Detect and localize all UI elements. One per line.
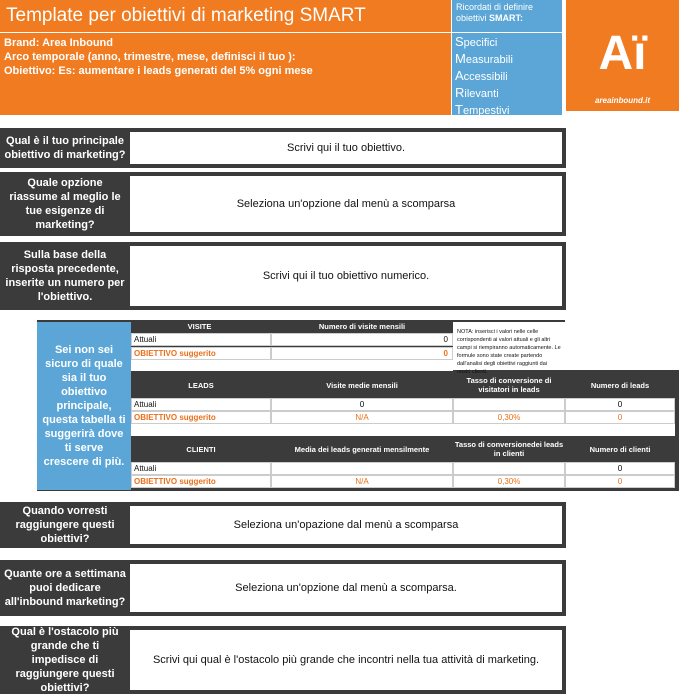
reminder-smart: SMART: bbox=[489, 13, 524, 23]
leads-rate-suggested: 0,30% bbox=[453, 411, 565, 424]
col-header: Numero di leads bbox=[590, 380, 650, 390]
objective-line: Obiettivo: Es: aumentare i leads generati del 5% ogni mese bbox=[4, 65, 313, 77]
col-header: Media dei leads generati mensilmente bbox=[294, 444, 430, 454]
question-label: Sulla base della risposta precedente, inserite un numero per l'obiettivo. bbox=[5, 249, 125, 303]
clienti-rate-input[interactable] bbox=[453, 462, 565, 475]
row-label-suggested: OBIETTIVO suggerito bbox=[131, 411, 271, 424]
row-label-suggested: OBIETTIVO suggerito bbox=[131, 475, 271, 488]
page-title: Template per obiettivi di marketing SMART bbox=[0, 0, 452, 33]
question-row bbox=[0, 626, 566, 694]
section-clienti: CLIENTI bbox=[186, 444, 216, 454]
clienti-count-value: 0 bbox=[565, 462, 675, 475]
answer-dropdown[interactable]: Seleziona un'opzione dal menù a scomparsa. bbox=[130, 564, 562, 612]
row-label-suggested: OBIETTIVO suggerito bbox=[131, 347, 271, 360]
leads-count-suggested: 0 bbox=[565, 411, 675, 424]
section-leads: LEADS bbox=[188, 380, 214, 390]
answer-field[interactable]: Scrivi qui il tuo obiettivo. bbox=[130, 132, 562, 164]
logo-mark: Aï bbox=[598, 27, 647, 80]
smart-item: Tempestivi bbox=[455, 102, 510, 117]
smart-item: Specifici bbox=[455, 34, 498, 49]
spacer-row bbox=[565, 424, 675, 436]
question-row bbox=[0, 128, 566, 168]
col-header: Visite medie mensili bbox=[326, 380, 398, 390]
leads-count-value: 0 bbox=[565, 398, 675, 411]
visite-actual-input[interactable]: 0 bbox=[271, 333, 453, 346]
question-label: Qual è il tuo principale obiettivo di marketing? bbox=[4, 135, 126, 161]
reminder-line-2 bbox=[456, 13, 558, 24]
brand-line: Brand: Area Inbound bbox=[4, 37, 113, 49]
clienti-leads-suggested: N/A bbox=[271, 475, 453, 488]
question-label: Quale opzione riassume al meglio le tue esigenze di marketing? bbox=[9, 177, 121, 231]
table-right-column bbox=[565, 370, 679, 491]
smart-item: Rilevanti bbox=[455, 85, 499, 100]
answer-dropdown[interactable]: Seleziona un'opzione dal menù a scomparsa bbox=[130, 176, 562, 232]
question-label: Quando vorresti raggiungere questi obiettivi? bbox=[15, 505, 115, 545]
timeframe-line: Arco temporale (anno, trimestre, mese, definisci il tuo ): bbox=[4, 51, 296, 63]
reminder-line-1: Ricordati di definire bbox=[456, 2, 534, 12]
clienti-rate-suggested: 0,30% bbox=[453, 475, 565, 488]
answer-field[interactable]: Scrivi qui il tuo obiettivo numerico. bbox=[130, 246, 562, 306]
col-header: Numero di visite mensili bbox=[318, 321, 406, 331]
row-label-actual: Attuali bbox=[131, 462, 271, 475]
section-visite: VISITE bbox=[187, 321, 212, 331]
col-header: Tasso di conversionedei leads in clienti bbox=[454, 440, 564, 458]
area-inbound-logo bbox=[566, 0, 679, 111]
smart-list bbox=[452, 33, 562, 115]
table-note: NOTA: inserisci i valori nelle celle corrispondenti ai valori attuali e gli altri campi si riempiranno automaticamente. Le formule sono state create partendo dall'analisi degli obiettivi raggiunti dai nostri clienti. bbox=[453, 322, 565, 370]
clienti-count-suggested: 0 bbox=[565, 475, 675, 488]
question-row bbox=[0, 172, 566, 236]
question-row bbox=[0, 242, 566, 310]
spacer-row bbox=[131, 424, 565, 436]
answer-dropdown[interactable]: Seleziona un'opazione dal menù a scomparsa bbox=[130, 506, 562, 544]
smart-reminder bbox=[452, 0, 562, 33]
logo-site: areainbound.it bbox=[594, 96, 651, 105]
row-label-actual: Attuali bbox=[131, 333, 271, 346]
header-info bbox=[0, 33, 452, 115]
spacer-row bbox=[131, 360, 453, 371]
col-header: Tasso di conversione di visitatori in leads bbox=[466, 376, 552, 394]
smart-item: Measurabili bbox=[455, 51, 513, 66]
leads-rate-input[interactable] bbox=[453, 398, 565, 411]
smart-item: Accessibili bbox=[455, 68, 508, 83]
leads-visits-input[interactable]: 0 bbox=[271, 398, 453, 411]
row-label-actual: Attuali bbox=[131, 398, 271, 411]
question-row bbox=[0, 560, 566, 616]
question-row bbox=[0, 502, 566, 548]
answer-field[interactable]: Scrivi qui qual è l'ostacolo più grande che incontri nella tua attività di marketing. bbox=[130, 630, 562, 690]
leads-visits-suggested: N/A bbox=[271, 411, 453, 424]
table-side-text: Sei non sei sicuro di quale sia il tuo obiettivo principale, questa tabella ti suggerirà dove ti serve crescere di più. bbox=[37, 322, 131, 490]
col-header: Numero di clienti bbox=[589, 444, 651, 454]
visite-suggested-value: 0 bbox=[271, 347, 453, 360]
question-label: Quante ore a settimana puoi dedicare all'inbound marketing? bbox=[4, 568, 126, 608]
reminder-prefix: obiettivi bbox=[456, 13, 490, 23]
question-label: Qual è l'ostacolo più grande che ti impedisce di raggiungere questi obiettivi? bbox=[11, 626, 119, 694]
clienti-leads-input[interactable] bbox=[271, 462, 453, 475]
